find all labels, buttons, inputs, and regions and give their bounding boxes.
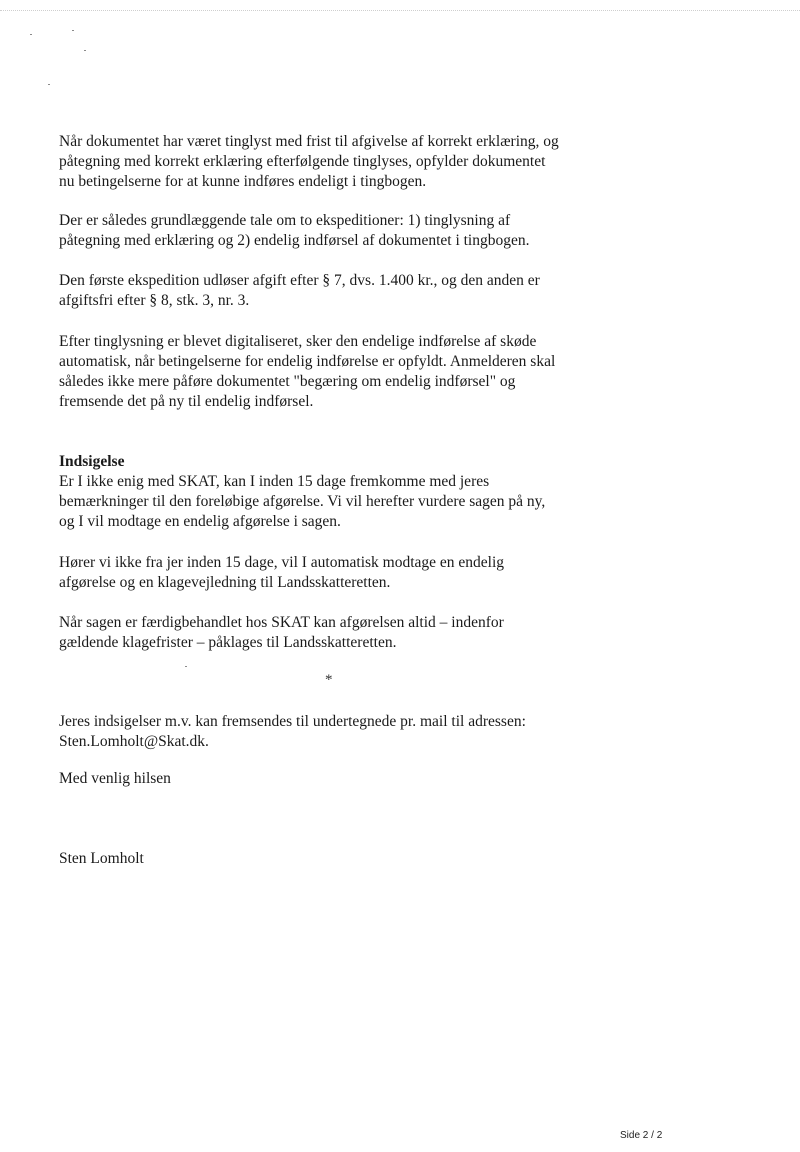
text-line: Er I ikke enig med SKAT, kan I inden 15 dage fremkomme med jeres xyxy=(59,473,490,490)
scan-speck xyxy=(185,666,187,667)
text-line: Når sagen er færdigbehandlet hos SKAT kan afgørelsen altid – indenfor xyxy=(59,614,504,631)
separator-asterisk: * xyxy=(325,672,333,688)
scan-speck xyxy=(84,50,86,51)
text-line: Efter tinglysning er blevet digitaliseret, sker den endelige indførelse af skøde xyxy=(59,333,537,350)
email-address: Sten.Lomholt@Skat.dk. xyxy=(59,733,209,750)
scan-speck xyxy=(72,30,74,31)
signature-name: Sten Lomholt xyxy=(59,850,144,867)
paragraph-digitalization xyxy=(59,332,629,412)
paragraph-contact xyxy=(59,712,629,752)
text-line: påtegning med korrekt erklæring efterfølgende tinglyses, opfylder dokumentet xyxy=(59,153,546,170)
paragraph-appeal xyxy=(59,613,629,653)
scan-edge-line xyxy=(0,10,800,13)
section-heading: Indsigelse xyxy=(59,453,125,470)
text-line: nu betingelserne for at kunne indføres endeligt i tingbogen. xyxy=(59,173,427,190)
text-line: Med venlig hilsen xyxy=(59,770,171,787)
text-line: Der er således grundlæggende tale om to ekspeditioner: 1) tinglysning af xyxy=(59,212,511,229)
closing-greeting xyxy=(59,769,629,789)
text-line: således ikke mere påføre dokumentet "begæring om endelig indførsel" og xyxy=(59,373,516,390)
text-line: gældende klagefrister – påklages til Landsskatteretten. xyxy=(59,634,397,651)
text-line: Jeres indsigelser m.v. kan fremsendes til undertegnede pr. mail til adressen: xyxy=(59,713,526,730)
paragraph-no-reply xyxy=(59,553,629,593)
section-objection xyxy=(59,452,629,532)
page-number: Side 2 / 2 xyxy=(620,1130,663,1141)
text-line: afgiftsfri efter § 8, stk. 3, nr. 3. xyxy=(59,292,250,309)
text-line: og I vil modtage en endelig afgørelse i sagen. xyxy=(59,513,341,530)
scan-speck xyxy=(30,34,32,35)
scan-speck xyxy=(48,84,50,85)
text-line: afgørelse og en klagevejledning til Landsskatteretten. xyxy=(59,574,391,591)
text-line: påtegning med erklæring og 2) endelig indførsel af dokumentet i tingbogen. xyxy=(59,232,530,249)
text-line: Når dokumentet har været tinglyst med frist til afgivelse af korrekt erklæring, og xyxy=(59,133,559,150)
paragraph-fee xyxy=(59,271,629,311)
signature xyxy=(59,849,629,869)
text-line: automatisk, når betingelserne for endelig indførelse er opfyldt. Anmelderen skal xyxy=(59,353,556,370)
paragraph-expeditions xyxy=(59,211,629,251)
paragraph-registration xyxy=(59,132,629,192)
text-line: Hører vi ikke fra jer inden 15 dage, vil I automatisk modtage en endelig xyxy=(59,554,505,571)
text-line: fremsende det på ny til endelig indførsel. xyxy=(59,393,314,410)
text-line: bemærkninger til den foreløbige afgørelse. Vi vil herefter vurdere sagen på ny, xyxy=(59,493,546,510)
text-line: Den første ekspedition udløser afgift efter § 7, dvs. 1.400 kr., og den anden er xyxy=(59,272,540,289)
